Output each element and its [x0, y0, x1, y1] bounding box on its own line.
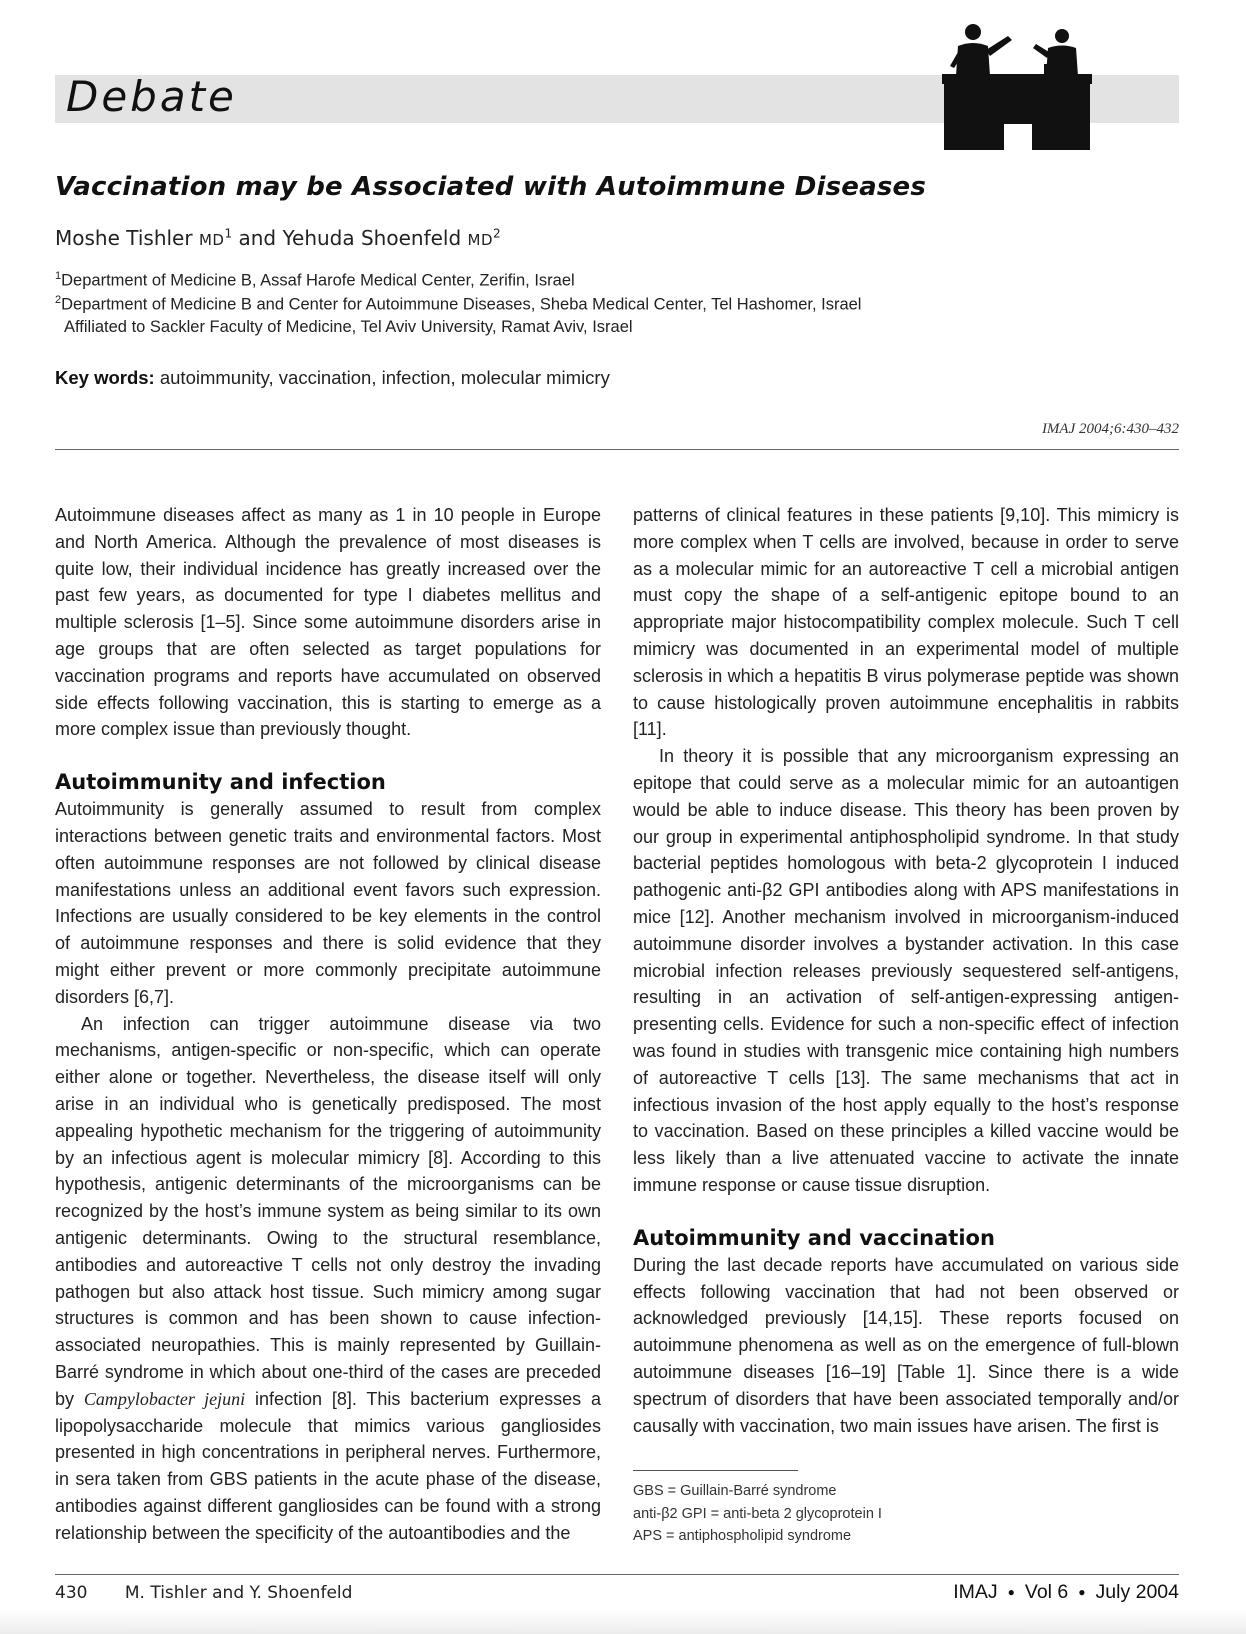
footnote-divider: [633, 1470, 798, 1471]
body-column-right: [633, 502, 1179, 1439]
author-affiliation-mark: 1: [224, 226, 233, 241]
body-paragraph: During the last decade reports have accumulated on various side effects following vaccination that had not been observed or acknowledged previously [14,15]. These reports focused on autoimmune phenomena as well as on the emergence of full-blown autoimmune diseases [16–19] [Table 1]. Since there is a wide spectrum of disorders that have been associated temporally and/or causally with vaccination, two main issues have arisen. The first is: [633, 1254, 1179, 1436]
footer-left: [55, 1583, 352, 1603]
author-name: Moshe Tishler: [55, 226, 193, 250]
section-label: Debate: [66, 72, 237, 121]
body-paragraph: [55, 1011, 601, 1547]
affiliation-line: [55, 270, 575, 291]
body-paragraph: In theory it is possible that any microorganism expressing an epitope that could serve as a molecular mimic for an autoantigen would be able to induce disease. This theory has been proven by our group in experimental antiphospholipid syndrome. In that study bacterial peptides homologous with beta-2 glycoprotein I induced pathogenic anti-β2 GPI antibodies along with APS manifestations in mice [12]. Another mechanism involved in microorganism-induced autoimmune disorder involves a bystander activation. In this case microbial infection releases previously sequestered self-antigens, resulting in an activation of self-antigen-expressing antigen-presenting cells. Evidence for such a non-specific effect of infection was found in studies with transgenic mice containing high numbers of autoreactive T cells [13]. The same mechanisms that act in infectious invasion of the host apply equally to the host’s response to vaccination. Based on these principles a killed vaccine would be less likely than a live attenuated vaccine to activate the innate immune response or cause tissue disruption.: [633, 746, 1179, 1195]
scan-shadow: [0, 1610, 1246, 1634]
species-name: Campylobacter jejuni: [83, 1388, 246, 1409]
author-affiliation-mark: 2: [493, 226, 501, 241]
bullet-separator: ●: [1007, 1585, 1015, 1599]
debate-speakers-icon: [928, 18, 1104, 150]
section-heading: Autoimmunity and infection: [55, 770, 386, 795]
footnote: GBS = Guillain-Barré syndrome: [633, 1483, 837, 1499]
footnote: anti-β2 GPI = anti-beta 2 glycoprotein I: [633, 1505, 882, 1522]
affiliation-line: [55, 294, 861, 315]
affiliation-text: Department of Medicine B and Center for Autoimmune Diseases, Sheba Medical Center, Tel Hashomer, Israel: [61, 295, 862, 314]
affiliation-line: [64, 318, 633, 337]
journal-name: IMAJ: [953, 1581, 998, 1603]
article-title: Vaccination may be Associated with Autoimmune Diseases: [55, 172, 927, 202]
affiliation-mark: 2: [55, 294, 62, 306]
body-paragraph: patterns of clinical features in these patients [9,10]. This mimicry is more complex when T cells are involved, because in order to serve as a molecular mimic for an autoreactive T cell a microbial antigen must copy the shape of a self-antigenic epitope bound to an appropriate major histocompatibility complex molecule. Such T cell mimicry was documented in an experimental model of multiple sclerosis in which a hepatitis B virus polymerase peptide was shown to cause histologically proven autoimmune encephalitis in rabbits [11].: [633, 505, 1179, 740]
affiliation-text: Department of Medicine B, Assaf Harofe Medical Center, Zerifin, Israel: [61, 271, 575, 290]
keywords-line: [55, 367, 610, 389]
body-paragraph: Autoimmunity is generally assumed to result from complex interactions between genetic traits and environmental factors. Most often autoimmune responses are not followed by clinical disease manifestations unless an additional event favors such expression. Infections are usually considered to be key elements in the control of autoimmune responses and there is solid evidence that they might either prevent or more commonly precipitate autoimmune disorders [6,7].: [55, 799, 601, 1007]
paragraph-text: An infection can trigger autoimmune disease via two mechanisms, antigen-specific or non-specific, which can operate either alone or together. Nevertheless, the disease itself will only arise in an individual who is genetically predisposed. The most appealing hypothetic mechanism for the triggering of autoimmunity by an infectious agent is molecular mimicry [8]. According to this hypothesis, antigenic determinants of the microorganisms can be recognized by the host’s immune system as being similar to its own antigenic determinants. Owing to the structural resemblance, antibodies and autoreactive T cells not only destroy the invading pathogen but also attack host tissue. Such mimicry among sugar structures is common and has been shown to cause infection-associated neuropathies. This is mainly represented by Guillain-Barré syndrome in which about one-third of the cases are preceded by: [55, 1013, 601, 1409]
author-degree: MD: [198, 231, 225, 249]
header-divider: [55, 449, 1179, 450]
journal-date: July 2004: [1095, 1581, 1179, 1603]
journal-citation: IMAJ 2004;6:430–432: [1041, 421, 1179, 437]
affiliation-mark: 1: [55, 270, 62, 282]
footer-divider: [55, 1574, 1179, 1575]
author-conjunction: and: [238, 226, 277, 250]
affiliation-text: Affiliated to Sackler Faculty of Medicine, Tel Aviv University, Ramat Aviv, Israel: [64, 318, 633, 336]
bullet-separator: ●: [1078, 1585, 1086, 1599]
author-degree: MD: [467, 231, 494, 249]
keywords-text: autoimmunity, vaccination, infection, molecular mimicry: [159, 367, 610, 388]
intro-paragraph: Autoimmune diseases affect as many as 1 in 10 people in Europe and North America. Although the prevalence of most diseases is quite low, their individual incidence has greatly increased over the past few years, as documented for type I diabetes mellitus and multiple sclerosis [1–5]. Since some autoimmune disorders arise in age groups that are often selected as target populations for vaccination programs and reports have accumulated on observed side effects following vaccination, this is starting to emerge as a more complex issue than previously thought.: [55, 505, 601, 740]
paragraph-text: infection [8]. This bacterium expresses a lipopolysaccharide molecule that mimics various gangliosides presented in high concentrations in peripheral nerves. Furthermore, in sera taken from GBS patients in the acute phase of the disease, antibodies against different gangliosides can be found with a strong relationship between the specificity of the autoantibodies and the: [55, 1388, 601, 1543]
footer-right: [953, 1581, 1179, 1604]
footnotes: [633, 1480, 882, 1548]
author-line: [55, 226, 501, 250]
author-name: Yehuda Shoenfeld: [282, 226, 462, 250]
keywords-label: Key words:: [55, 367, 155, 388]
section-heading: Autoimmunity and vaccination: [633, 1225, 995, 1250]
footnote: APS = antiphospholipid syndrome: [633, 1528, 852, 1544]
body-column-left: [55, 502, 601, 1546]
journal-volume: Vol 6: [1024, 1581, 1069, 1603]
running-authors: M. Tishler and Y. Shoenfeld: [124, 1583, 353, 1603]
page-number: 430: [55, 1583, 88, 1603]
